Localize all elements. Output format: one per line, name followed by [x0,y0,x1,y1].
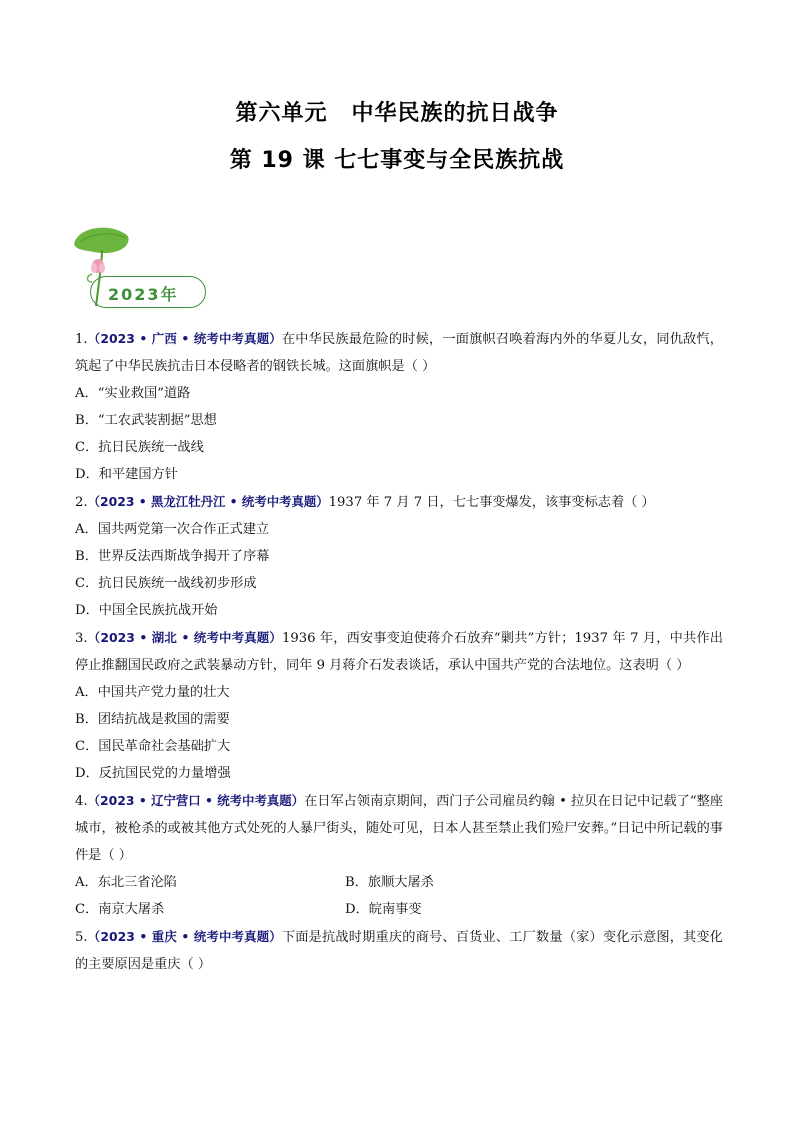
question-source: （2023 • 湖北 • 统考中考真题） [87,630,282,645]
unit-name: 中华民族的抗日战争 [351,101,559,126]
option-a: A．“实业救国”道路 [75,386,191,401]
option-c: C．抗日民族统一战线 [75,440,204,455]
option-c: C．南京大屠杀 [75,902,165,917]
question-stem: 3.（2023 • 湖北 • 统考中考真题）1936 年，西安事变迫使蒋介石放弃“剿共”方针；1937 年 7 月，中共作出停止推翻国民政府之武装暴动方针，同年 9 月蒋介石发表谈话，承认中国共产党的合法地位。这表明（ ） [75,630,723,673]
question-source: （2023 • 辽宁营口 • 统考中考真题） [87,793,305,808]
unit-title [0,96,794,127]
option-a: A．国共两党第一次合作正式建立 [75,522,270,537]
question-3 [75,624,723,787]
option-b: B．团结抗战是救国的需要 [75,712,230,727]
question-1 [75,325,723,488]
lesson-title: 第 19 课 七七事变与全民族抗战 [229,148,565,173]
option-b: B．世界反法西斯战争揭开了序幕 [75,549,270,564]
option-a: A．东北三省沦陷 [75,875,177,890]
option-b: B．旅顺大屠杀 [345,875,434,890]
option-c: C．国民革命社会基础扩大 [75,739,231,754]
question-source: （2023 • 广西 • 统考中考真题） [87,331,282,346]
question-source: （2023 • 重庆 • 统考中考真题） [87,929,282,944]
question-stem: 2.（2023 • 黑龙江牡丹江 • 统考中考真题）1937 年 7 月 7 日，七七事变爆发，该事变标志着（ ） [75,494,655,510]
question-stem: 4.（2023 • 辽宁营口 • 统考中考真题）在日军占领南京期间，西门子公司雇员约翰 • 拉贝在日记中记载了“整座城市，被枪杀的或被其他方式处死的人暴尸街头，随处可见，日本人甚至禁止我们殓尸安葬。”日记中所记载的事件是（ ） [75,793,723,863]
unit-number: 第六单元 [235,101,328,126]
option-a: A．中国共产党力量的壮大 [75,685,230,700]
option-row [75,896,723,923]
option-d: D．反抗国民党的力量增强 [75,766,231,781]
question-source: （2023 • 黑龙江牡丹江 • 统考中考真题） [87,494,329,509]
option-d: D．和平建国方针 [75,467,178,482]
year-badge [72,222,212,312]
option-row [75,869,723,896]
question-stem: 5.（2023 • 重庆 • 统考中考真题）下面是抗战时期重庆的商号、百货业、工厂数量（家）变化示意图，其变化的主要原因是重庆（ ） [75,929,723,972]
year-label: 2023年 [108,285,179,304]
question-4 [75,787,723,923]
question-2 [75,488,723,624]
option-b: B．“工农武装割据”思想 [75,413,217,428]
option-d: D．中国全民族抗战开始 [75,603,218,618]
option-d: D．皖南事变 [345,902,422,917]
question-5 [75,923,723,978]
option-c: C．抗日民族统一战线初步形成 [75,576,257,591]
question-stem: 1.（2023 • 广西 • 统考中考真题）在中华民族最危险的时候，一面旗帜召唤着海内外的华夏儿女，同仇敌忾，筑起了中华民族抗击日本侵略者的钢铁长城。这面旗帜是（ ） [75,331,723,374]
question-list [75,325,723,978]
